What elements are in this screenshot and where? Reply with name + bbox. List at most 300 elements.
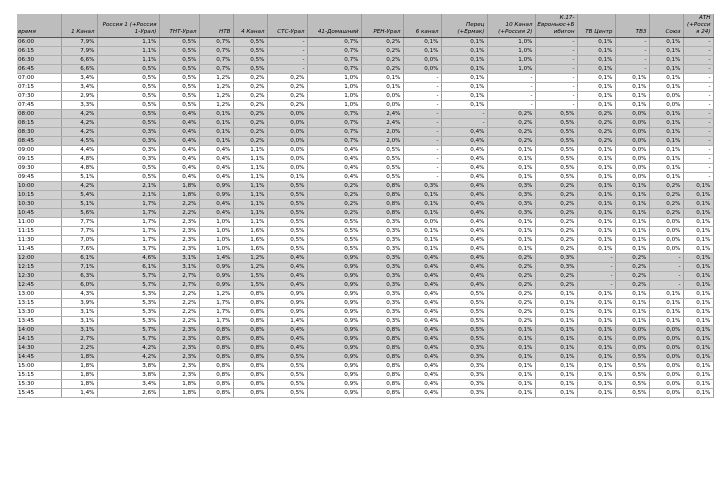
rating-cell: 0,1%	[649, 290, 683, 299]
rating-cell: 0,4%	[159, 110, 199, 119]
column-header: АТН (+Россия 24)	[683, 14, 713, 38]
rating-cell: 0,1%	[361, 74, 403, 83]
rating-cell: 0,5%	[361, 155, 403, 164]
rating-cell: 5,3%	[97, 290, 159, 299]
rating-cell: 0,1%	[649, 137, 683, 146]
table-row	[17, 128, 713, 137]
rating-cell: 0,1%	[683, 362, 713, 371]
rating-cell: 0,1%	[649, 56, 683, 65]
time-cell: 11:30	[17, 236, 61, 245]
rating-cell: 0,1%	[649, 317, 683, 326]
rating-cell: 0,1%	[577, 38, 615, 47]
rating-cell: 0,5%	[233, 65, 267, 74]
rating-cell: 5,3%	[97, 299, 159, 308]
rating-cell: 1,1%	[233, 182, 267, 191]
rating-cell: 0,0%	[649, 227, 683, 236]
rating-cell: 0,4%	[199, 173, 233, 182]
time-cell: 14:45	[17, 353, 61, 362]
rating-cell: -	[683, 92, 713, 101]
rating-cell: 0,2%	[577, 128, 615, 137]
rating-cell: -	[535, 56, 577, 65]
rating-cell: 1,7%	[97, 209, 159, 218]
rating-cell: 0,5%	[267, 389, 307, 398]
rating-cell: 0,4%	[403, 272, 441, 281]
rating-cell: 0,5%	[615, 380, 649, 389]
rating-cell: 0,0%	[615, 128, 649, 137]
rating-cell: 0,0%	[649, 389, 683, 398]
rating-cell: 0,4%	[403, 380, 441, 389]
rating-cell: 0,1%	[535, 353, 577, 362]
rating-cell: 0,7%	[307, 110, 361, 119]
rating-cell: 2,2%	[159, 299, 199, 308]
rating-cell: 3,9%	[61, 299, 97, 308]
rating-cell: -	[615, 38, 649, 47]
rating-cell: 0,5%	[441, 308, 487, 317]
rating-cell: 0,5%	[97, 74, 159, 83]
rating-cell: 1,2%	[199, 101, 233, 110]
table-row	[17, 263, 713, 272]
rating-cell: 0,5%	[361, 164, 403, 173]
table-row	[17, 299, 713, 308]
rating-cell: 0,1%	[535, 389, 577, 398]
rating-cell: 0,4%	[441, 272, 487, 281]
rating-cell: 2,2%	[159, 290, 199, 299]
rating-cell: 0,1%	[649, 146, 683, 155]
rating-cell: 0,2%	[615, 281, 649, 290]
rating-cell: 5,1%	[61, 173, 97, 182]
rating-cell: 5,1%	[61, 200, 97, 209]
rating-cell: 0,1%	[649, 173, 683, 182]
rating-cell: 0,8%	[233, 371, 267, 380]
rating-cell: 0,1%	[683, 263, 713, 272]
rating-cell: -	[683, 83, 713, 92]
rating-cell: 1,0%	[199, 218, 233, 227]
rating-cell: 0,3%	[361, 317, 403, 326]
rating-cell: 0,1%	[615, 74, 649, 83]
rating-cell: 0,5%	[535, 155, 577, 164]
rating-cell: -	[649, 272, 683, 281]
time-cell: 08:15	[17, 119, 61, 128]
rating-cell: 0,1%	[615, 218, 649, 227]
rating-cell: 7,6%	[61, 245, 97, 254]
rating-cell: -	[577, 272, 615, 281]
rating-cell: 4,2%	[61, 119, 97, 128]
rating-cell: 0,1%	[441, 38, 487, 47]
rating-cell: 2,2%	[159, 209, 199, 218]
rating-cell: 0,5%	[97, 119, 159, 128]
rating-cell: 2,3%	[159, 245, 199, 254]
rating-cell: 0,3%	[403, 182, 441, 191]
rating-cell: -	[441, 119, 487, 128]
rating-cell: 0,2%	[649, 209, 683, 218]
rating-cell: 0,4%	[403, 371, 441, 380]
rating-cell: -	[683, 47, 713, 56]
table-row	[17, 164, 713, 173]
rating-cell: 0,2%	[487, 299, 535, 308]
rating-cell: 0,1%	[683, 182, 713, 191]
rating-cell: 0,4%	[441, 281, 487, 290]
rating-cell: 0,8%	[361, 389, 403, 398]
rating-cell: 0,1%	[403, 227, 441, 236]
rating-cell: 0,0%	[403, 56, 441, 65]
rating-cell: 0,4%	[403, 389, 441, 398]
rating-cell: 4,8%	[61, 164, 97, 173]
rating-cell: 0,1%	[199, 137, 233, 146]
rating-cell: 0,5%	[159, 83, 199, 92]
rating-cell: 0,9%	[307, 380, 361, 389]
rating-cell: 0,1%	[199, 119, 233, 128]
rating-cell: 0,9%	[199, 281, 233, 290]
rating-cell: 1,1%	[97, 56, 159, 65]
rating-cell: 0,4%	[403, 308, 441, 317]
time-cell: 12:15	[17, 263, 61, 272]
rating-cell: 0,1%	[487, 335, 535, 344]
rating-cell: 1,8%	[61, 380, 97, 389]
table-row	[17, 173, 713, 182]
table-row	[17, 101, 713, 110]
rating-cell: 0,1%	[403, 191, 441, 200]
rating-cell: 0,1%	[487, 353, 535, 362]
rating-cell: 0,2%	[577, 110, 615, 119]
rating-cell: 0,1%	[577, 146, 615, 155]
rating-cell: 1,0%	[487, 38, 535, 47]
rating-cell: 0,1%	[615, 308, 649, 317]
rating-cell: -	[267, 56, 307, 65]
rating-cell: 1,2%	[233, 254, 267, 263]
rating-cell: 0,8%	[361, 353, 403, 362]
column-header: СТС-Урал	[267, 14, 307, 38]
rating-cell: 0,1%	[487, 218, 535, 227]
rating-cell: 3,1%	[61, 317, 97, 326]
rating-cell: 0,4%	[441, 218, 487, 227]
table-row	[17, 182, 713, 191]
rating-cell: 2,6%	[97, 389, 159, 398]
rating-cell: 0,1%	[683, 299, 713, 308]
rating-cell: 3,4%	[61, 83, 97, 92]
time-cell: 07:45	[17, 101, 61, 110]
rating-cell: 0,4%	[199, 146, 233, 155]
rating-cell: 0,4%	[267, 272, 307, 281]
rating-cell: 0,2%	[577, 119, 615, 128]
table-row	[17, 308, 713, 317]
rating-cell: 0,1%	[649, 128, 683, 137]
rating-cell: 0,1%	[535, 335, 577, 344]
rating-cell: 0,1%	[487, 371, 535, 380]
rating-cell: 0,1%	[441, 101, 487, 110]
rating-cell: -	[403, 110, 441, 119]
rating-cell: 0,1%	[403, 200, 441, 209]
column-header: 41-Домашний	[307, 14, 361, 38]
rating-cell: 1,0%	[487, 47, 535, 56]
table-body	[17, 14, 713, 398]
rating-cell: 0,5%	[535, 110, 577, 119]
rating-cell: 0,0%	[649, 380, 683, 389]
rating-cell: 0,5%	[159, 74, 199, 83]
rating-cell: 0,4%	[441, 209, 487, 218]
rating-cell: 0,9%	[307, 281, 361, 290]
rating-cell: -	[403, 173, 441, 182]
rating-cell: 0,1%	[487, 236, 535, 245]
rating-cell: -	[577, 263, 615, 272]
rating-cell: 0,0%	[649, 245, 683, 254]
rating-cell: 0,2%	[535, 281, 577, 290]
table-row	[17, 56, 713, 65]
rating-cell: 1,8%	[61, 353, 97, 362]
rating-cell: 0,2%	[487, 254, 535, 263]
rating-cell: 1,1%	[233, 164, 267, 173]
rating-cell: 0,0%	[267, 155, 307, 164]
rating-cell: -	[403, 74, 441, 83]
rating-cell: 0,1%	[683, 290, 713, 299]
time-cell: 14:00	[17, 326, 61, 335]
rating-cell: 0,3%	[361, 281, 403, 290]
time-cell: 07:30	[17, 92, 61, 101]
rating-cell: 0,1%	[683, 308, 713, 317]
rating-cell: 0,3%	[97, 137, 159, 146]
rating-cell: 0,9%	[307, 353, 361, 362]
rating-cell: 0,9%	[267, 290, 307, 299]
rating-cell: 0,1%	[577, 56, 615, 65]
rating-cell: -	[487, 101, 535, 110]
table-row	[17, 353, 713, 362]
rating-cell: 0,9%	[307, 308, 361, 317]
rating-cell: 7,7%	[61, 218, 97, 227]
rating-cell: 0,1%	[577, 227, 615, 236]
table-row	[17, 209, 713, 218]
column-header: ТВ3	[615, 14, 649, 38]
rating-cell: 0,5%	[159, 101, 199, 110]
table-row	[17, 146, 713, 155]
rating-cell: 0,1%	[577, 83, 615, 92]
rating-cell: 0,9%	[307, 344, 361, 353]
rating-cell: 0,1%	[403, 47, 441, 56]
rating-cell: 0,1%	[615, 227, 649, 236]
rating-cell: 0,1%	[683, 317, 713, 326]
rating-cell: 0,1%	[487, 155, 535, 164]
rating-cell: 0,2%	[615, 272, 649, 281]
rating-cell: 2,3%	[159, 227, 199, 236]
rating-cell: 0,3%	[487, 182, 535, 191]
rating-cell: 0,5%	[267, 362, 307, 371]
rating-cell: -	[403, 92, 441, 101]
rating-cell: 0,4%	[307, 164, 361, 173]
time-cell: 14:30	[17, 344, 61, 353]
rating-cell: 0,1%	[577, 173, 615, 182]
rating-cell: 0,8%	[233, 335, 267, 344]
time-cell: 06:30	[17, 56, 61, 65]
rating-cell: 0,1%	[577, 164, 615, 173]
rating-cell: 0,8%	[361, 380, 403, 389]
rating-cell: 0,1%	[535, 371, 577, 380]
rating-cell: 0,5%	[615, 371, 649, 380]
table-row	[17, 281, 713, 290]
rating-cell: -	[535, 38, 577, 47]
table-row	[17, 38, 713, 47]
rating-cell: -	[577, 281, 615, 290]
time-cell: 15:15	[17, 371, 61, 380]
time-cell: 15:00	[17, 362, 61, 371]
rating-cell: 0,2%	[535, 200, 577, 209]
rating-cell: 0,7%	[307, 119, 361, 128]
rating-cell: 0,5%	[233, 38, 267, 47]
rating-cell: 0,2%	[487, 290, 535, 299]
rating-cell: 0,2%	[307, 200, 361, 209]
rating-cell: 2,3%	[159, 344, 199, 353]
rating-cell: -	[683, 155, 713, 164]
rating-cell: 0,9%	[199, 182, 233, 191]
rating-cell: 1,8%	[159, 380, 199, 389]
rating-cell: 0,1%	[683, 191, 713, 200]
rating-cell: 0,4%	[441, 227, 487, 236]
rating-cell: 1,0%	[487, 65, 535, 74]
rating-cell: 0,3%	[441, 362, 487, 371]
time-cell: 09:00	[17, 146, 61, 155]
rating-cell: 0,1%	[535, 326, 577, 335]
rating-cell: 3,1%	[61, 326, 97, 335]
rating-cell: 0,4%	[267, 344, 307, 353]
time-cell: 07:00	[17, 74, 61, 83]
rating-cell: 0,9%	[307, 389, 361, 398]
rating-cell: -	[683, 146, 713, 155]
rating-cell: 0,2%	[233, 101, 267, 110]
rating-cell: 1,0%	[487, 56, 535, 65]
rating-cell: 1,7%	[199, 317, 233, 326]
rating-cell: 0,1%	[199, 128, 233, 137]
rating-cell: 0,5%	[535, 137, 577, 146]
rating-cell: 0,1%	[615, 200, 649, 209]
rating-cell: 0,3%	[361, 272, 403, 281]
rating-cell: 2,3%	[159, 335, 199, 344]
rating-cell: 0,0%	[649, 92, 683, 101]
rating-cell: 0,1%	[683, 326, 713, 335]
time-cell: 13:00	[17, 290, 61, 299]
table-row	[17, 92, 713, 101]
rating-cell: 0,1%	[577, 344, 615, 353]
rating-cell: 0,1%	[535, 380, 577, 389]
rating-cell: 0,0%	[615, 110, 649, 119]
rating-cell: -	[535, 83, 577, 92]
rating-cell: 0,1%	[577, 308, 615, 317]
rating-cell: 0,1%	[683, 389, 713, 398]
rating-cell: 6,6%	[61, 65, 97, 74]
rating-cell: 0,1%	[487, 173, 535, 182]
rating-cell: -	[535, 92, 577, 101]
rating-cell: 0,5%	[97, 83, 159, 92]
rating-cell: 0,4%	[267, 263, 307, 272]
rating-cell: 0,5%	[267, 191, 307, 200]
rating-cell: 2,2%	[159, 317, 199, 326]
rating-cell: 0,4%	[403, 254, 441, 263]
rating-cell: 0,1%	[649, 308, 683, 317]
rating-cell: 4,2%	[61, 110, 97, 119]
rating-cell: 0,1%	[615, 317, 649, 326]
rating-cell: 0,1%	[535, 308, 577, 317]
rating-cell: 0,5%	[441, 317, 487, 326]
rating-cell: 0,4%	[403, 362, 441, 371]
rating-cell: 4,2%	[97, 344, 159, 353]
rating-cell: 0,2%	[307, 182, 361, 191]
rating-cell: 0,8%	[233, 389, 267, 398]
rating-cell: -	[683, 65, 713, 74]
rating-cell: 0,4%	[441, 254, 487, 263]
rating-cell: 0,4%	[403, 317, 441, 326]
rating-cell: -	[615, 65, 649, 74]
rating-cell: 0,1%	[615, 290, 649, 299]
rating-cell: 1,1%	[233, 191, 267, 200]
rating-cell: -	[487, 83, 535, 92]
rating-cell: 0,9%	[307, 254, 361, 263]
rating-cell: 0,2%	[487, 110, 535, 119]
rating-cell: 0,1%	[649, 299, 683, 308]
rating-cell: -	[683, 38, 713, 47]
rating-cell: 0,0%	[267, 119, 307, 128]
rating-cell: 0,1%	[487, 362, 535, 371]
time-cell: 15:45	[17, 389, 61, 398]
rating-cell: 1,2%	[199, 74, 233, 83]
rating-cell: 0,3%	[441, 389, 487, 398]
rating-cell: 2,0%	[361, 137, 403, 146]
time-cell: 10:30	[17, 200, 61, 209]
time-cell: 13:30	[17, 308, 61, 317]
rating-cell: 0,2%	[535, 236, 577, 245]
rating-cell: 0,1%	[577, 290, 615, 299]
rating-cell: 0,1%	[577, 182, 615, 191]
rating-cell: 0,3%	[97, 155, 159, 164]
rating-cell: 0,4%	[403, 281, 441, 290]
time-cell: 06:45	[17, 65, 61, 74]
rating-cell: 0,5%	[307, 218, 361, 227]
rating-cell: 2,4%	[361, 119, 403, 128]
rating-cell: 0,5%	[615, 389, 649, 398]
rating-cell: 0,1%	[441, 56, 487, 65]
rating-cell: 4,8%	[61, 155, 97, 164]
rating-cell: 0,1%	[403, 38, 441, 47]
rating-cell: 0,1%	[577, 389, 615, 398]
rating-cell: 1,7%	[199, 299, 233, 308]
rating-cell: 0,5%	[535, 173, 577, 182]
column-header: РЕН-Урал	[361, 14, 403, 38]
rating-cell: 0,5%	[441, 326, 487, 335]
rating-cell: 1,6%	[233, 245, 267, 254]
rating-cell: 0,4%	[199, 200, 233, 209]
ratings-table	[17, 14, 714, 398]
rating-cell: 0,7%	[199, 65, 233, 74]
header-row	[17, 14, 713, 38]
rating-cell: 0,8%	[233, 290, 267, 299]
rating-cell: 0,4%	[441, 182, 487, 191]
rating-cell: 0,1%	[535, 344, 577, 353]
time-cell: 13:15	[17, 299, 61, 308]
rating-cell: 0,2%	[649, 191, 683, 200]
rating-cell: 0,5%	[267, 380, 307, 389]
rating-cell: 0,1%	[683, 344, 713, 353]
rating-cell: 0,1%	[615, 92, 649, 101]
rating-cell: 2,1%	[97, 182, 159, 191]
rating-cell: 0,7%	[307, 56, 361, 65]
rating-cell: 0,1%	[535, 317, 577, 326]
rating-cell: 2,7%	[159, 281, 199, 290]
rating-cell: 0,4%	[441, 164, 487, 173]
rating-cell: 7,1%	[61, 263, 97, 272]
rating-cell: 0,2%	[487, 119, 535, 128]
rating-cell: 1,1%	[97, 47, 159, 56]
time-cell: 06:00	[17, 38, 61, 47]
rating-cell: 0,4%	[199, 209, 233, 218]
time-cell: 12:45	[17, 281, 61, 290]
rating-cell: 5,7%	[97, 272, 159, 281]
rating-cell: 6,1%	[61, 254, 97, 263]
rating-cell: 0,4%	[441, 245, 487, 254]
